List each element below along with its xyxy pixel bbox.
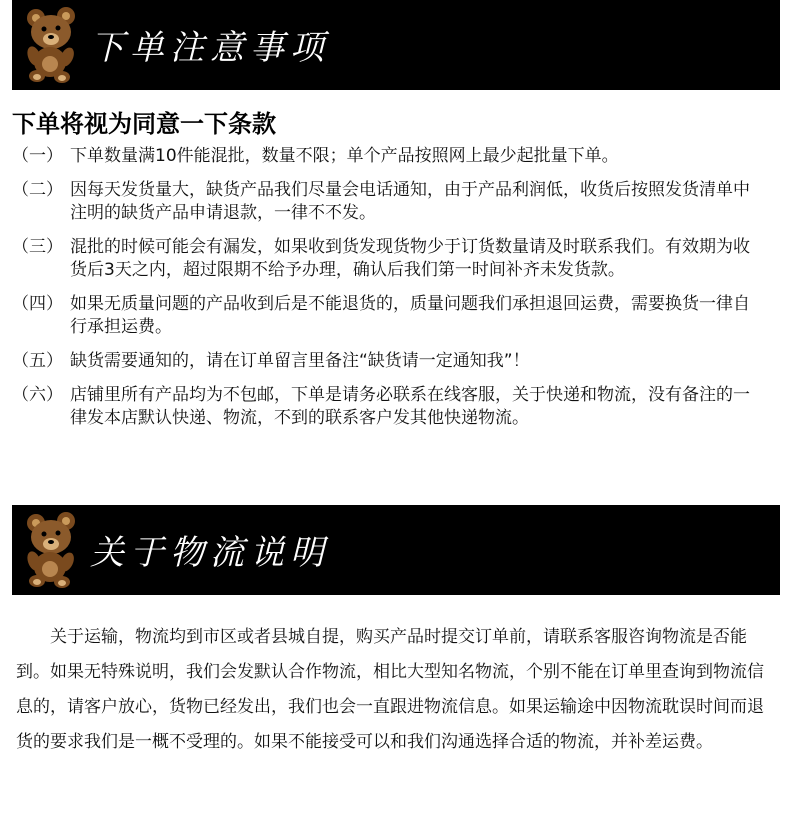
list-item [12,293,780,339]
term-text: 如果无质量问题的产品收到后是不能退货的，质量问题我们承担退回运费，需要换货一律自行承担运费。 [70,294,750,337]
terms-list [12,145,780,441]
term-number: （二） [12,180,63,200]
list-item [12,350,780,373]
logistics-title: 关于物流说明 [90,533,330,573]
list-item [12,384,780,430]
term-text: 因每天发货量大，缺货产品我们尽量会电话通知，由于产品利润低，收货后按照发货清单中注明的缺货产品申请退款，一律不不发。 [70,180,750,223]
logistics-banner [12,505,780,595]
terms-heading: 下单将视为同意一下条款 [12,110,276,138]
term-number: （三） [12,237,63,257]
list-item [12,236,780,282]
term-number: （一） [12,146,63,166]
teddy-bear-icon [20,4,90,84]
term-text: 缺货需要通知的，请在订单留言里备注“缺货请一定通知我”！ [70,351,530,371]
term-text: 下单数量满10件能混批，数量不限；单个产品按照网上最少起批量下单。 [70,146,619,166]
term-number: （四） [12,294,63,314]
term-number: （五） [12,351,63,371]
term-number: （六） [12,385,63,405]
term-text: 混批的时候可能会有漏发，如果收到货发现货物少于订货数量请及时联系我们。有效期为收货后3天之内，超过限期不给予办理，确认后我们第一时间补齐未发货款。 [70,237,750,280]
order-notice-banner [12,0,780,90]
teddy-bear-icon [20,509,90,589]
list-item [12,145,780,168]
logistics-paragraph: 关于运输，物流均到市区或者县城自提，购买产品时提交订单前，请联系客服咨询物流是否能到。如果无特殊说明，我们会发默认合作物流，相比大型知名物流，个别不能在订单里查询到物流信息的，请客户放心，货物已经发出，我们也会一直跟进物流信息。如果运输途中因物流耽误时间而退货的要求我们是一概不受理的。如果不能接受可以和我们沟通选择合适的物流，并补差运费。 [16,627,764,752]
list-item [12,179,780,225]
order-notice-title: 下单注意事项 [90,28,330,68]
term-text: 店铺里所有产品均为不包邮，下单是请务必联系在线客服，关于快递和物流，没有备注的一律发本店默认快递、物流，不到的联系客户发其他快递物流。 [70,385,750,428]
